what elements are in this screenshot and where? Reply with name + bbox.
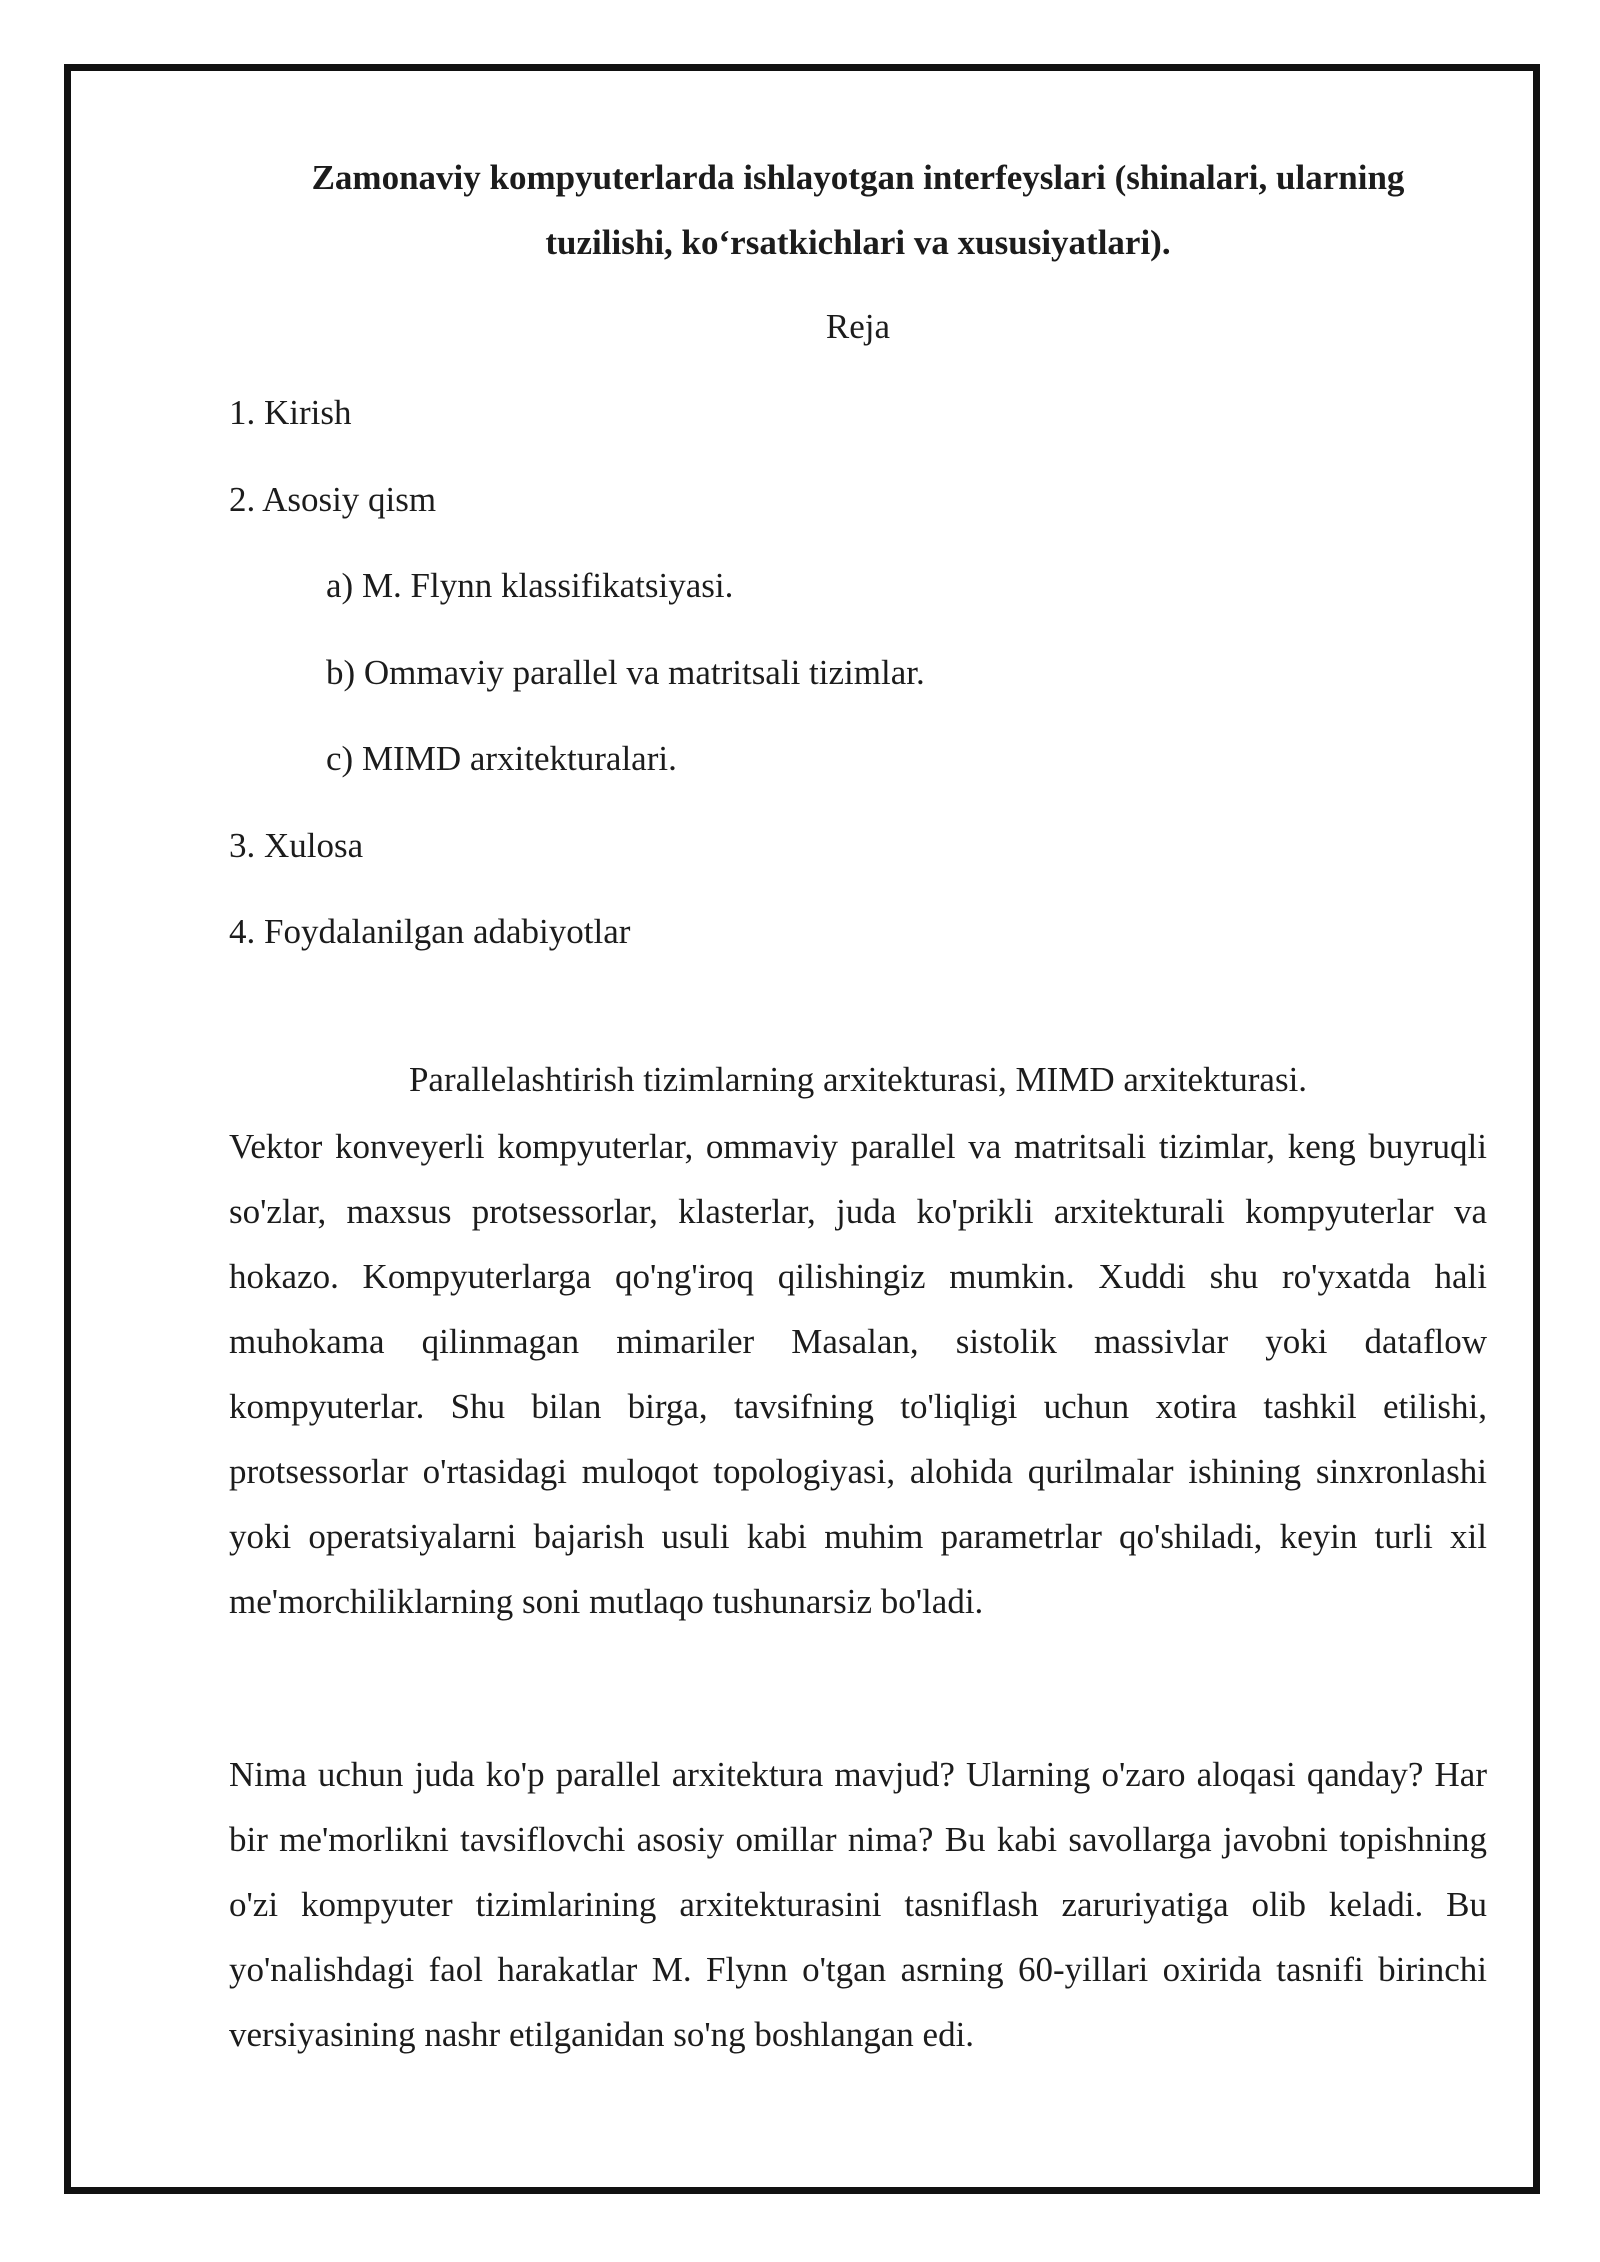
plan-subitem-flynn: a) M. Flynn klassifikatsiyasi.	[326, 566, 734, 605]
plan-list	[229, 383, 1487, 962]
plan-item-xulosa: 3. Xulosa	[229, 825, 364, 865]
plan-subitem-ommaviy-parallel: b) Ommaviy parallel va matritsali tizimlar.	[326, 652, 925, 692]
plan-subitem-mimd: c) MIMD arxitekturalari.	[326, 739, 677, 778]
plan-item-kirish: 1. Kirish	[229, 393, 352, 432]
section-heading: Parallelashtirish tizimlarning arxitekturasi, MIMD arxitekturasi.	[408, 1060, 1308, 1099]
plan-item-asosiy-qism: 2. Asosiy qism	[229, 479, 437, 519]
document-body	[229, 145, 1487, 2067]
plan-heading: Reja	[825, 307, 891, 346]
body-paragraph: Vektor konveyerli kompyuterlar, ommaviy parallel va matritsali tizimlar, keng buyruqli so'zlar, maxsus protsessorlar, klasterlar, juda ko'prikli arxitekturali kompyuterlar va hokazo. Kompyuterlarga qo'ng'iroq qilishingiz mumkin. Xuddi shu ro'yxatda hali muhokama qilinmagan mimariler Masalan, sistolik massivlar yoki dataflow kompyuterlar. Shu bilan birga, tavsifning to'liqligi uchun xotira tashkil etilishi, protsessorlar o'rtasidagi muloqot topologiyasi, alohida qurilmalar ishining sinxronlashi yoki operatsiyalarni bajarish usuli kabi muhim parametrlar qo'shiladi, keyin turli xil me'morchiliklarning soni mutlaqo tushunarsiz bo'ladi.	[229, 1127, 1487, 1621]
body-paragraph: Nima uchun juda ko'p parallel arxitektura mavjud? Ularning o'zaro aloqasi qanday? Har bir me'morlikni tavsiflovchi asosiy omillar nima? Bu kabi savollarga javobni topishning o'zi kompyuter tizimlarining arxitekturasini tasniflash zaruriyatiga olib keladi. Bu yo'nalishdagi faol harakatlar M. Flynn o'tgan asrning 60-yillari oxirida tasnifi birinchi versiyasining nashr etilganidan so'ng boshlangan edi.	[229, 1755, 1487, 2054]
document-title: Zamonaviy kompyuterlarda ishlayotgan interfeyslari (shinalari, ularning tuzilishi, ko‘rsatkichlari va xususiyatlari).	[311, 158, 1405, 262]
plan-item-adabiyotlar: 4. Foydalanilgan adabiyotlar	[229, 912, 631, 951]
